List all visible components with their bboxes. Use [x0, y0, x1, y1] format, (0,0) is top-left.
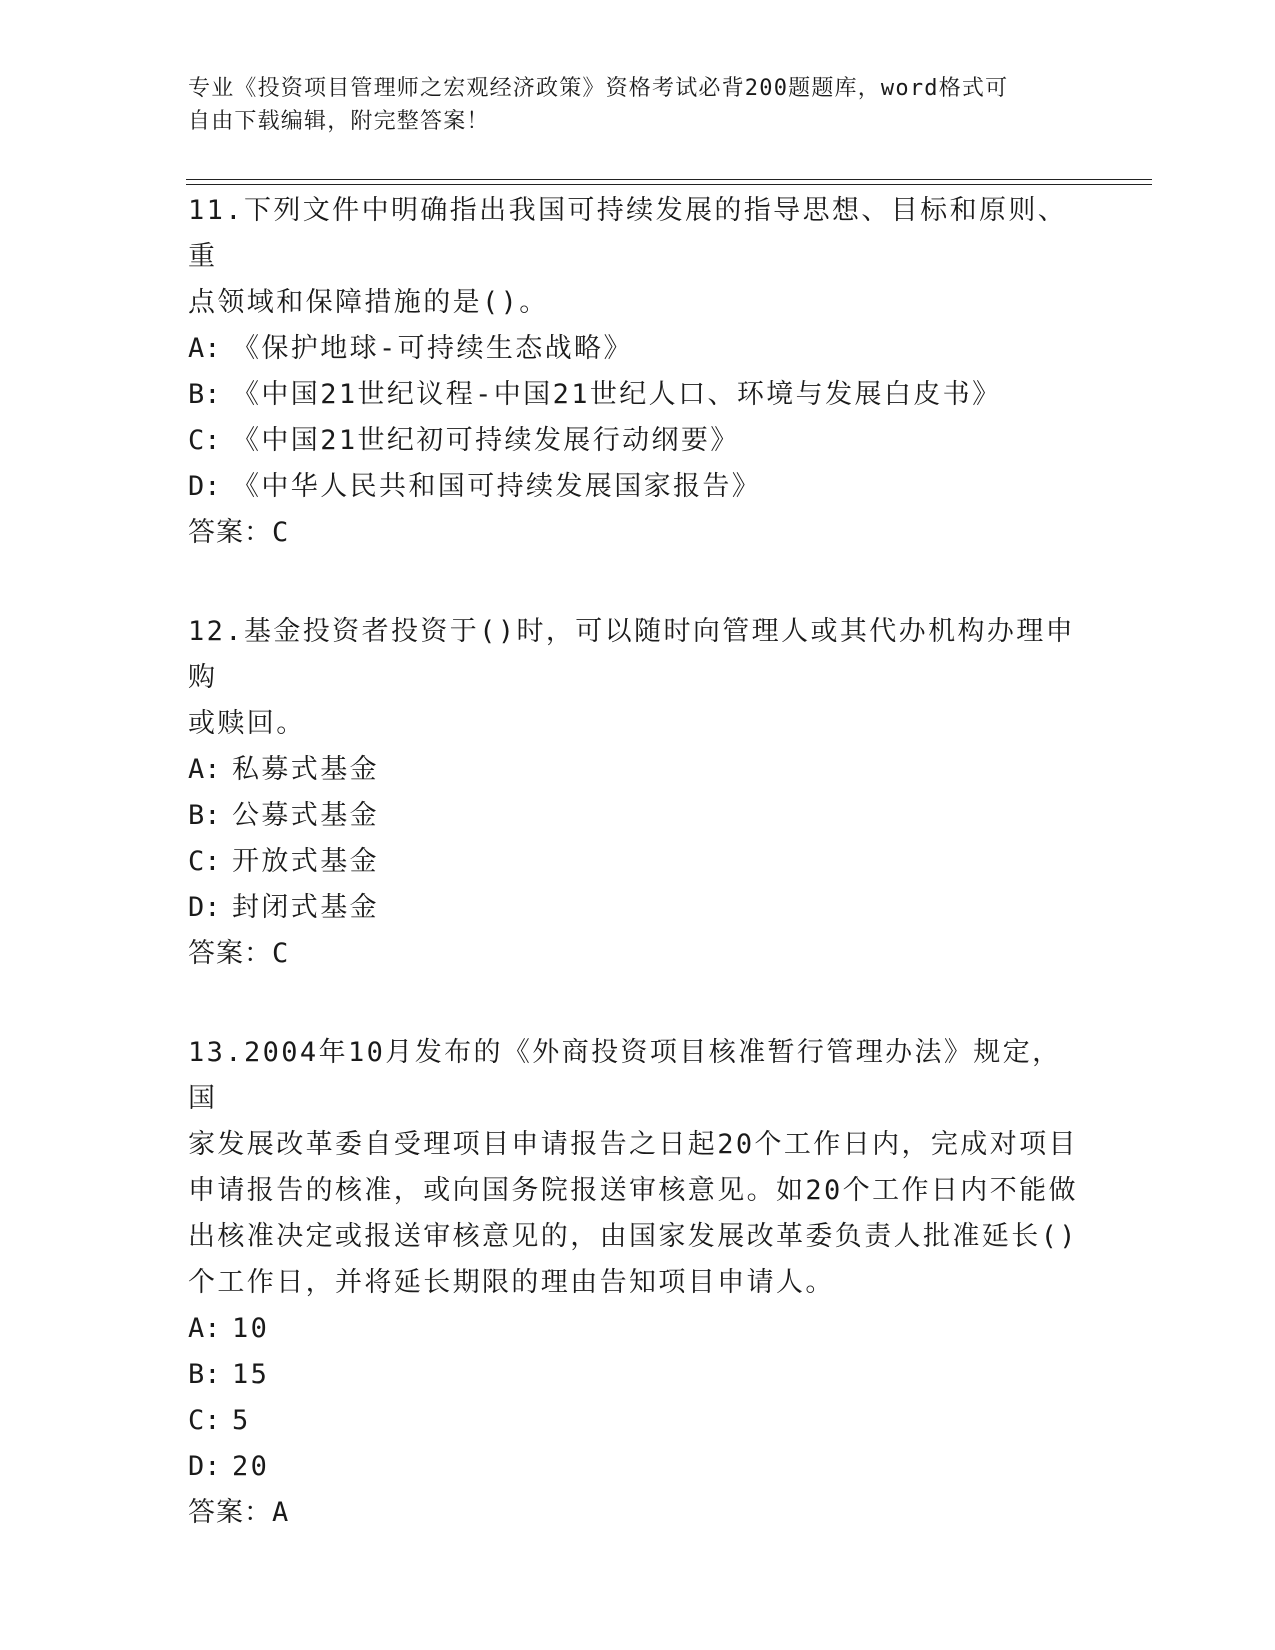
option-b [188, 372, 1078, 418]
option-label: B: [188, 800, 221, 831]
option-text: 《中国21世纪议程-中国21世纪人口、环境与发展白皮书》 [232, 379, 1002, 410]
option-label: D: [188, 892, 221, 923]
option-text: 15 [232, 1359, 270, 1390]
question-13 [188, 1030, 1078, 1536]
option-b [188, 1352, 1078, 1398]
answer-line [188, 1490, 1078, 1536]
option-text: 公募式基金 [232, 800, 379, 831]
option-text: 10 [232, 1313, 270, 1344]
option-label: B: [188, 1359, 221, 1390]
question-stem-line: 12.基金投资者投资于()时，可以随时向管理人或其代办机构办理申购 [188, 616, 1076, 693]
question-list [188, 188, 1078, 1589]
option-label: C: [188, 1405, 221, 1436]
option-label: A: [188, 1313, 221, 1344]
option-label: D: [188, 1451, 221, 1482]
option-text: 开放式基金 [232, 846, 379, 877]
question-stem-line: 申请报告的核准，或向国务院报送审核意见。如20个工作日内不能做 [188, 1175, 1078, 1206]
question-stem-line: 13.2004年10月发布的《外商投资项目核准暂行管理办法》规定，国 [188, 1037, 1062, 1114]
option-d [188, 1444, 1078, 1490]
option-b [188, 793, 1078, 839]
option-label: A: [188, 333, 221, 364]
question-stem-line: 11.下列文件中明确指出我国可持续发展的指导思想、目标和原则、重 [188, 195, 1068, 272]
option-c [188, 1398, 1078, 1444]
option-d [188, 885, 1078, 931]
option-a [188, 326, 1078, 372]
answer-value: C [272, 938, 290, 969]
header-line-2: 自由下载编辑，附完整答案！ [188, 109, 490, 134]
question-stem-line: 家发展改革委自受理项目申请报告之日起20个工作日内，完成对项目 [188, 1129, 1078, 1160]
option-text: 封闭式基金 [232, 892, 379, 923]
question-stem-line: 点领域和保障措施的是()。 [188, 287, 549, 318]
header-divider-top [186, 179, 1152, 180]
question-11 [188, 188, 1078, 556]
option-label: A: [188, 754, 221, 785]
answer-label: 答案： [188, 938, 272, 969]
header-divider-bottom [186, 184, 1152, 185]
option-d [188, 464, 1078, 510]
option-text: 《中国21世纪初可持续发展行动纲要》 [232, 425, 740, 456]
answer-line [188, 931, 1078, 977]
option-label: C: [188, 846, 221, 877]
answer-value: C [272, 517, 290, 548]
answer-label: 答案： [188, 1497, 272, 1528]
option-a [188, 747, 1078, 793]
option-label: D: [188, 471, 221, 502]
option-c [188, 418, 1078, 464]
option-text: 《保护地球-可持续生态战略》 [232, 333, 633, 364]
question-stem-line: 出核准决定或报送审核意见的，由国家发展改革委负责人批准延长() [188, 1221, 1078, 1252]
question-stem-line: 或赎回。 [188, 708, 306, 739]
document-header [188, 72, 1068, 138]
option-a [188, 1306, 1078, 1352]
question-stem-line: 个工作日，并将延长期限的理由告知项目申请人。 [188, 1267, 835, 1298]
header-line-1: 专业《投资项目管理师之宏观经济政策》资格考试必背200题题库，word格式可 [188, 76, 1009, 101]
answer-value: A [272, 1497, 290, 1528]
option-c [188, 839, 1078, 885]
option-text: 《中华人民共和国可持续发展国家报告》 [232, 471, 762, 502]
answer-label: 答案： [188, 517, 272, 548]
option-text: 20 [232, 1451, 270, 1482]
option-label: C: [188, 425, 221, 456]
answer-line [188, 510, 1078, 556]
question-12 [188, 609, 1078, 977]
option-text: 私募式基金 [232, 754, 379, 785]
option-label: B: [188, 379, 221, 410]
option-text: 5 [232, 1405, 251, 1436]
